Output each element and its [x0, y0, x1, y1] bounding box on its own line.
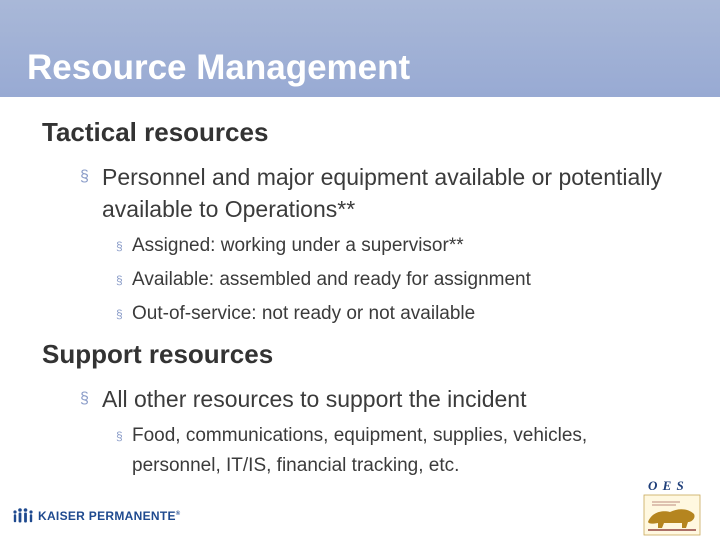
kaiser-permanente-logo [12, 505, 181, 527]
sub-bullet-text: Food, communications, equipment, supplies, vehicles, personnel, IT/IS, financial tracking, etc. [132, 425, 588, 476]
kaiser-logo-wordmark: KAISER PERMANENTE [38, 509, 176, 523]
oes-logo-text: O E S [648, 478, 685, 493]
kaiser-people-icon [12, 507, 34, 525]
sub-bullet-item [117, 299, 677, 329]
bullet-icon: § [80, 390, 89, 407]
bullet-item [82, 383, 682, 415]
bullet-text: All other resources to support the incident [102, 386, 527, 412]
sub-bullet-text: Available: assembled and ready for assignment [132, 269, 531, 290]
section-heading-support: Support resources [42, 339, 274, 369]
bullet-icon: § [116, 429, 123, 443]
sub-bullet-item [117, 421, 662, 481]
kaiser-logo-text [38, 509, 181, 523]
sub-bullet-item [117, 231, 677, 261]
sub-bullet-text: Assigned: working under a supervisor** [132, 235, 464, 256]
bullet-icon: § [116, 273, 123, 287]
bullet-icon: § [116, 307, 123, 321]
oes-logo [640, 478, 704, 536]
registered-mark: ® [175, 511, 181, 517]
bullet-icon: § [116, 239, 123, 253]
sub-bullet-text: Out-of-service: not ready or not available [132, 303, 476, 324]
bullet-icon: § [80, 168, 89, 185]
slide-title: Resource Management [27, 48, 411, 87]
bullet-text: Personnel and major equipment available or potentially available to Operations** [102, 164, 663, 222]
sub-bullet-item [117, 265, 677, 295]
bullet-item [82, 161, 682, 225]
section-heading-tactical: Tactical resources [42, 117, 269, 147]
